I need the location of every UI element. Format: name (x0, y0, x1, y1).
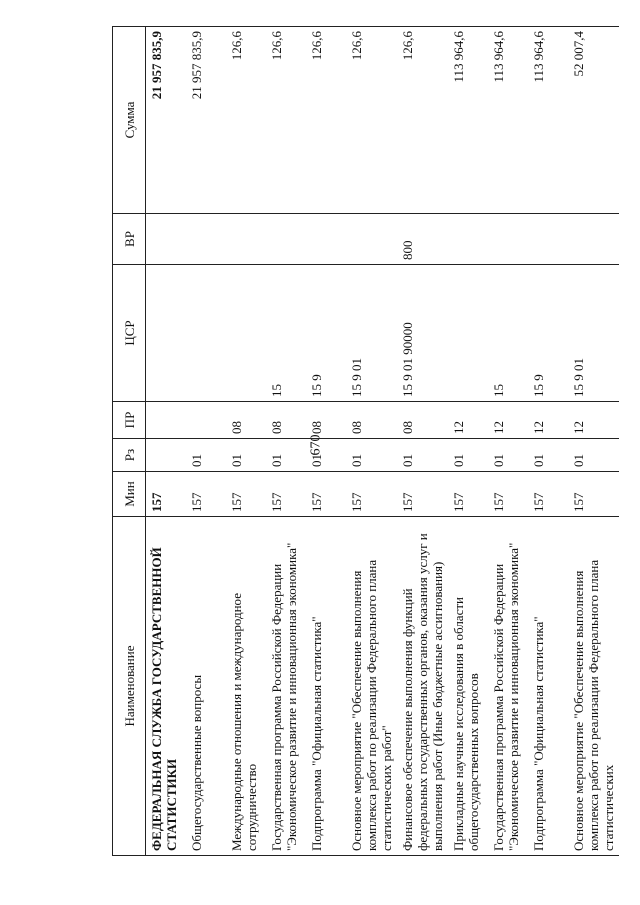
cell-pr: 08 (226, 402, 266, 439)
table-row (528, 27, 568, 856)
cell-min: 157 (397, 472, 448, 517)
cell-pr: 12 (448, 402, 488, 439)
cell-rz (146, 439, 187, 472)
cell-csr (146, 265, 187, 402)
cell-rz: 01 (306, 439, 346, 472)
cell-min: 157 (568, 472, 619, 517)
cell-vr (266, 214, 306, 265)
cell-vr (226, 214, 266, 265)
cell-pr: 08 (266, 402, 306, 439)
budget-table (112, 26, 619, 856)
header-min: Мин (113, 472, 146, 517)
cell-name: Основное мероприятие "Обеспечение выполнения комплекса работ по реализации Федерального плана статистических работ" (346, 517, 397, 856)
cell-min: 157 (346, 472, 397, 517)
cell-sum: 113 964,6 (448, 27, 488, 214)
cell-sum: 126,6 (226, 27, 266, 214)
cell-rz: 01 (266, 439, 306, 472)
cell-vr (146, 214, 187, 265)
cell-vr (186, 214, 226, 265)
cell-vr (306, 214, 346, 265)
cell-min: 157 (146, 472, 187, 517)
page-number: 670 (308, 434, 324, 456)
cell-rz: 01 (397, 439, 448, 472)
cell-vr: 800 (397, 214, 448, 265)
cell-csr: 15 9 (528, 265, 568, 402)
table-row (346, 27, 397, 856)
cell-rz: 01 (346, 439, 397, 472)
cell-csr (448, 265, 488, 402)
header-vr: ВР (113, 214, 146, 265)
cell-name: Подпрограмма "Официальная статистика" (528, 517, 568, 856)
header-sum: Сумма (113, 27, 146, 214)
cell-min: 157 (186, 472, 226, 517)
table-row (226, 27, 266, 856)
table-row (306, 27, 346, 856)
cell-vr (448, 214, 488, 265)
cell-rz: 01 (448, 439, 488, 472)
cell-name: ФЕДЕРАЛЬНАЯ СЛУЖБА ГОСУДАРСТВЕННОЙ СТАТИСТИКИ (146, 517, 187, 856)
cell-csr: 15 (488, 265, 528, 402)
cell-csr: 15 9 01 90000 (397, 265, 448, 402)
cell-pr: 08 (346, 402, 397, 439)
budget-table-frame (112, 26, 616, 856)
cell-pr (146, 402, 187, 439)
cell-name: Международные отношения и международное сотрудничество (226, 517, 266, 856)
cell-min: 157 (448, 472, 488, 517)
cell-rz: 01 (226, 439, 266, 472)
table-row (266, 27, 306, 856)
cell-pr (186, 402, 226, 439)
cell-name: Общегосударственные вопросы (186, 517, 226, 856)
cell-min: 157 (528, 472, 568, 517)
table-row (146, 27, 187, 856)
cell-vr (346, 214, 397, 265)
cell-csr: 15 9 01 (346, 265, 397, 402)
cell-csr: 15 9 (306, 265, 346, 402)
cell-name: Прикладные научные исследования в области общегосударственных вопросов (448, 517, 488, 856)
cell-min: 157 (488, 472, 528, 517)
cell-min: 157 (306, 472, 346, 517)
cell-min: 157 (266, 472, 306, 517)
table-row (186, 27, 226, 856)
table-row (488, 27, 528, 856)
cell-pr: 12 (528, 402, 568, 439)
cell-sum: 113 964,6 (488, 27, 528, 214)
header-pr: ПР (113, 402, 146, 439)
table-row (568, 27, 619, 856)
cell-csr (226, 265, 266, 402)
cell-vr (488, 214, 528, 265)
cell-pr: 12 (568, 402, 619, 439)
table-header (113, 27, 146, 856)
cell-sum: 21 957 835,9 (186, 27, 226, 214)
header-name: Наименование (113, 517, 146, 856)
table-body (146, 27, 620, 856)
cell-sum: 126,6 (397, 27, 448, 214)
cell-name: Государственная программа Российской Федерации "Экономическое развитие и инновационная экономика" (488, 517, 528, 856)
cell-name: Государственная программа Российской Федерации "Экономическое развитие и инновационная экономика" (266, 517, 306, 856)
cell-name: Финансовое обеспечение выполнения функций федеральных государственных органов, оказания услуг и выполнения работ (Иные бюджетные ассигнования) (397, 517, 448, 856)
table-row (448, 27, 488, 856)
cell-sum: 113 964,6 (528, 27, 568, 214)
table-row (397, 27, 448, 856)
cell-sum: 52 007,4 (568, 27, 619, 214)
cell-name: Основное мероприятие "Обеспечение выполнения комплекса работ по реализации Федерального плана статистических (568, 517, 619, 856)
cell-sum: 126,6 (346, 27, 397, 214)
cell-csr (186, 265, 226, 402)
cell-csr: 15 9 01 (568, 265, 619, 402)
cell-min: 157 (226, 472, 266, 517)
cell-vr (568, 214, 619, 265)
header-row (113, 27, 146, 856)
cell-sum: 126,6 (266, 27, 306, 214)
cell-name: Подпрограмма "Официальная статистика" (306, 517, 346, 856)
cell-vr (528, 214, 568, 265)
cell-sum: 21 957 835,9 (146, 27, 187, 214)
cell-rz: 01 (568, 439, 619, 472)
header-csr: ЦСР (113, 265, 146, 402)
cell-pr: 08 (306, 402, 346, 439)
header-rz: Рз (113, 439, 146, 472)
cell-pr: 08 (397, 402, 448, 439)
cell-rz: 01 (488, 439, 528, 472)
cell-sum: 126,6 (306, 27, 346, 214)
cell-csr: 15 (266, 265, 306, 402)
cell-rz: 01 (186, 439, 226, 472)
cell-rz: 01 (528, 439, 568, 472)
cell-pr: 12 (488, 402, 528, 439)
